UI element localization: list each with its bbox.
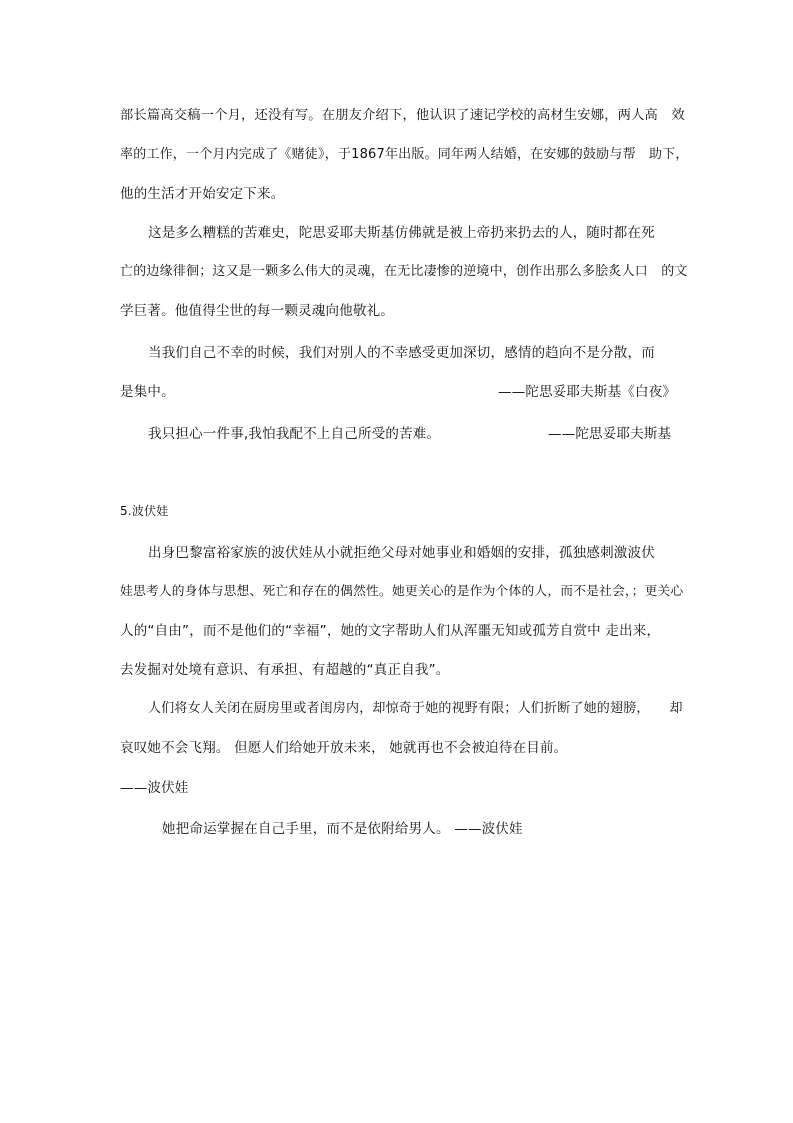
quote-line: 她把命运掌握在自己手里，而不是依附给男人。 ——波伏娃 [162,821,523,837]
paragraph-line: 出身巴黎富裕家族的波伏娃从小就拒绝父母对她事业和婚姻的安排，孤独感刺激波伏 [148,545,655,561]
quote-attribution: ——波伏娃 [120,780,189,796]
quote-attribution: ——陀思妥耶夫斯基《白夜》 [498,384,677,400]
section-heading: 5.波伏娃 [120,504,169,518]
quote-line: 我只担心一件事,我怕我配不上自己所受的苦难。 [148,426,441,442]
paragraph-line: 部长篇高交稿一个月，还没有写。在朋友介绍下，他认识了速记学校的高材生安娜，两人高 效 [120,108,685,123]
quote-line: 人们将女人关闭在厨房里或者闺房内，却惊奇于她的视野有限；人们折断了她的翅膀， 却 [148,701,683,716]
paragraph-line: 率的工作，一个月内完成了《赌徒》，于1867年出版。同年两人结婚，在安娜的鼓励与帮 助下， [120,147,689,162]
paragraph-line: 人的“自由”，而不是他们的“幸福”，她的文字帮助人们从浑噩无知或孤芳自赏中 走出来， [120,623,661,639]
quote-attribution: ——陀思妥耶夫斯基 [548,426,672,442]
quote-line: 是集中。 [120,384,175,400]
paragraph-line: 这是多么糟糕的苦难史，陀思妥耶夫斯基仿佛就是被上帝扔来扔去的人，随时都在死 [148,225,655,241]
quote-line: 哀叹她不会飞翔。 但愿人们给她开放未来， 她就再也不会被迫待在目前。 [120,740,568,756]
paragraph-line: 他的生活才开始安定下来。 [120,186,285,202]
quote-line: 当我们自己不幸的时候，我们对别人的不幸感受更加深切，感情的趋向不是分散，而 [148,345,655,361]
paragraph-line: 亡的边缘徘徊；这又是一颗多么伟大的灵魂，在无比凄惨的逆境中，创作出那么多脍炙人口 的文 [120,264,688,279]
paragraph-line: 去发掘对处境有意识、有承担、有超越的“真正自我”。 [120,662,450,678]
paragraph-line: 学巨著。他值得尘世的每一颗灵魂向他敬礼。 [120,303,394,319]
paragraph-line: 娃思考人的身体与思想、死亡和存在的偶然性。她更关心的是作为个体的人，而不是社会，；更关心 [120,584,684,599]
